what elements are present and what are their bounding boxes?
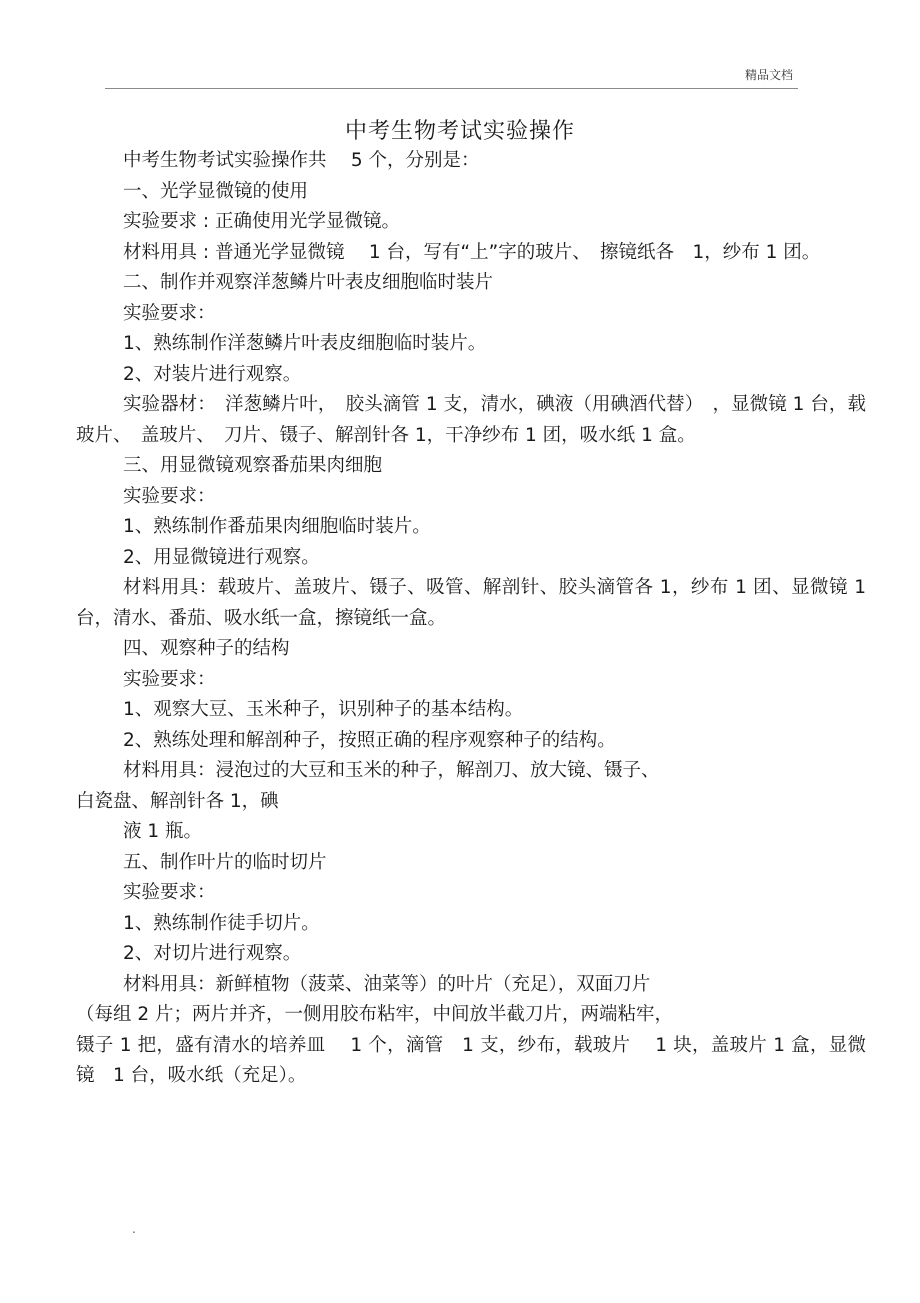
section-5-requirement-1: 1、熟练制作徒手切片。: [123, 912, 320, 934]
section-2-requirement-label: 实验要求：: [123, 302, 216, 324]
document-body: [76, 146, 866, 1092]
header-tag: 精品文档: [745, 68, 794, 82]
section-3-heading: 三、用显微镜观察番茄果肉细胞: [123, 455, 383, 476]
footer-mark: .: [132, 1222, 136, 1236]
section-5-requirement-2: 2、对切片进行观察。: [123, 943, 302, 964]
section-2-requirement-2: 2、对装片进行观察。: [123, 363, 302, 385]
section-3-requirement-label: 实验要求：: [123, 485, 216, 507]
section-4-requirement-2: 2、熟练处理和解剖种子，按照正确的程序观察种子的结构。: [123, 729, 616, 751]
section-5-materials-line-3: 镊子 1 把，盛有清水的培养皿 1 个，滴管 1 支，纱布，载玻片 1 块，盖玻片 1 盒，显微镜 1 台，吸水纸（充足）。: [76, 1034, 866, 1086]
section-3-requirement-2: 2、用显微镜进行观察。: [123, 546, 320, 568]
section-5-materials-line-1: 材料用具：新鲜植物（菠菜、油菜等）的叶片（充足），双面刀片: [123, 973, 651, 995]
section-5-requirement-label: 实验要求：: [123, 882, 216, 903]
section-1-heading: 一、光学显微镜的使用: [123, 180, 309, 202]
section-5-materials-line-2: （每组 2 片；两片并齐，一侧用胶布粘牢，中间放半截刀片，两端粘牢，: [76, 1004, 674, 1025]
intro-paragraph: 中考生物考试实验操作共 5 个，分别是：: [123, 150, 480, 171]
section-3-requirement-1: 1、熟练制作番茄果肉细胞临时装片。: [123, 516, 431, 537]
section-4-heading: 四、观察种子的结构: [123, 638, 290, 659]
section-5-heading: 五、制作叶片的临时切片: [123, 851, 327, 873]
document-title: 中考生物考试实验操作: [344, 119, 575, 144]
section-2-heading: 二、制作并观察洋葱鳞片叶表皮细胞临时装片: [123, 272, 494, 293]
section-4-requirement-1: 1、观察大豆、玉米种子，识别种子的基本结构。: [123, 699, 524, 720]
section-4-materials-line-1: 材料用具：浸泡过的大豆和玉米的种子，解剖刀、放大镜、镊子、: [123, 760, 660, 781]
section-1-requirement: 实验要求 : 正确使用光学显微镜。: [123, 211, 400, 232]
section-3-materials: 材料用具：载玻片、盖玻片、镊子、吸管、解剖针、胶头滴管各 1，纱布 1 团、显微镜 1 台，清水、番茄、吸水纸一盒，擦镜纸一盒。: [76, 577, 866, 629]
section-2-requirement-1: 1、熟练制作洋葱鳞片叶表皮细胞临时装片。: [123, 333, 487, 354]
section-4-materials-line-2: 白瓷盘、解剖针各 1，碘: [76, 790, 279, 812]
header-rule: [105, 88, 798, 89]
section-4-materials-line-3: 液 1 瓶。: [123, 821, 203, 842]
section-1-materials: 材料用具 : 普通光学显微镜 1 台，写有“上”字的玻片、 擦镜纸各 1，纱布 1 团。: [123, 241, 821, 263]
section-4-requirement-label: 实验要求：: [123, 668, 216, 690]
section-2-materials: 实验器材： 洋葱鳞片叶， 胶头滴管 1 支，清水，碘液（用碘酒代替） ，显微镜 1 台，载玻片、 盖玻片、 刀片、镊子、解剖针各 1，干净纱布 1 团，吸水纸 1 盒。: [76, 394, 866, 446]
